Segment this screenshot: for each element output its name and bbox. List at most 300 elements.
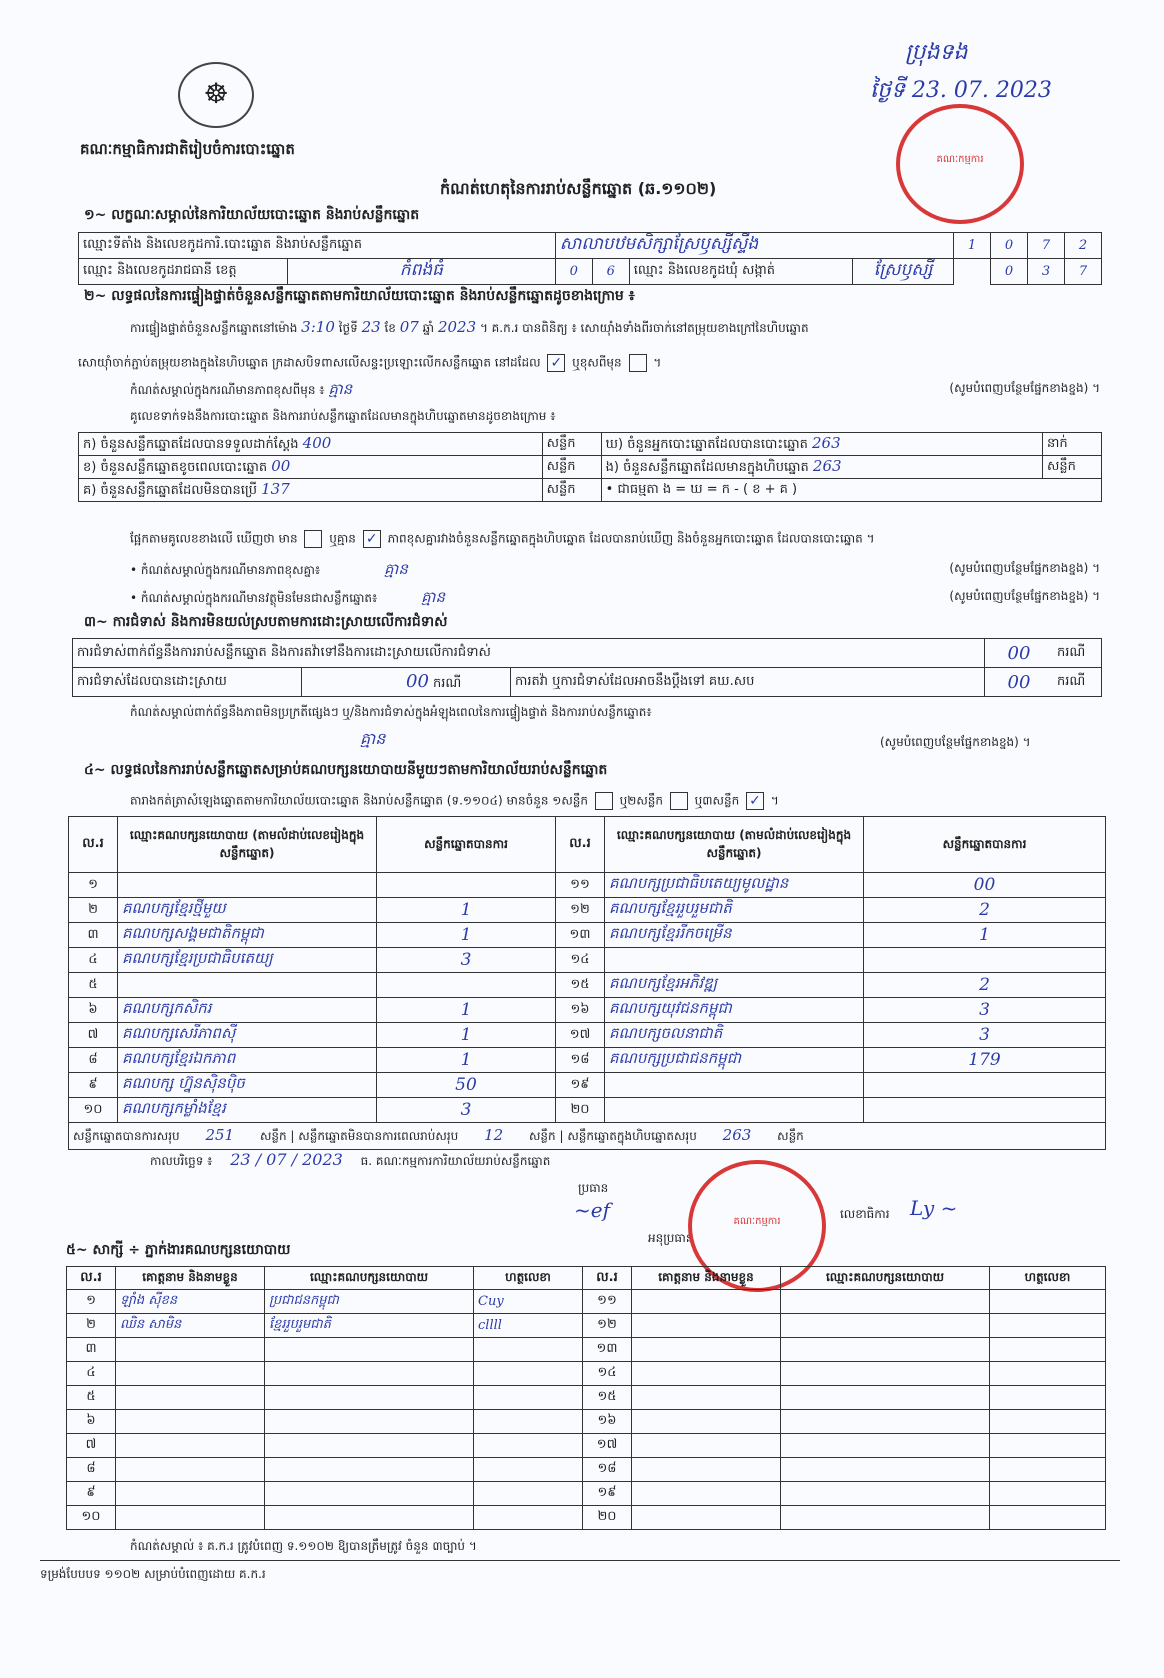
sum-box-label: សន្លឹកឆ្នោតក្នុងហិបឆ្នោតសរុប [567, 1129, 697, 1143]
witness-party [265, 1386, 474, 1410]
stamp-text-bottom: គណៈកម្មការ [733, 1216, 781, 1227]
witness-party [265, 1434, 474, 1458]
witness-no: ៧ [67, 1434, 116, 1458]
right-party-votes: 3 [864, 998, 1106, 1023]
witness-no-right: ១៦ [583, 1410, 632, 1434]
left-party-no: ២ [69, 898, 118, 923]
day-label: ថ្ងៃទី [338, 321, 358, 335]
witness-name-right [632, 1290, 781, 1314]
table-row [69, 923, 1106, 948]
witness-signature: cllll [474, 1314, 583, 1338]
note3-suffix: (សូមបំពេញបន្ថែមផ្នែកខាងខ្នង) ។ [949, 589, 1100, 603]
witness-party [265, 1458, 474, 1482]
left-party-no: ៧ [69, 1023, 118, 1048]
table-row [69, 973, 1106, 998]
seal-text: សោយ៉ាំចាក់ភ្ជាប់តម្រុយខាងក្នុងនៃហិបឆ្នោត ក្រដាសបិទពាសលើសន្ទះប្រឡោះលើកសន្លឹកឆ្នោត នៅដដែល [78, 355, 541, 370]
witness-signature [474, 1362, 583, 1386]
difference-text-a: ផ្អែកតាមគូលេខខាងលើ ឃើញថា មាន [130, 531, 298, 546]
witness-no: ១ [67, 1290, 116, 1314]
objections-value: 00 [985, 639, 1054, 668]
right-party-party: គណបក្សចលនាជាតិ [605, 1023, 864, 1048]
witness-signature [474, 1386, 583, 1410]
right-party-no: ១៨ [556, 1048, 605, 1073]
witness-name [116, 1458, 265, 1482]
province-value: កំពង់ធំ [288, 259, 556, 285]
table-row [67, 1362, 1106, 1386]
right-party-votes: 1 [864, 923, 1106, 948]
witness-name: ឡាំង ស៊ីខន [116, 1290, 265, 1314]
count-b-value: 00 [271, 456, 291, 475]
col-party-left: ឈ្មោះគណបក្សនយោបាយ (តាមលំដាប់លេខរៀងក្នុងសន្លឹកឆ្នោត) [118, 817, 377, 873]
witness-no-right: ១៣ [583, 1338, 632, 1362]
witness-signature-right [990, 1338, 1106, 1362]
stamp-text: គណៈកម្មការ [936, 154, 984, 165]
right-party-no: ២០ [556, 1098, 605, 1123]
commune-code-3: 7 [1065, 259, 1102, 285]
left-party-party: គណបក្ស ហ្វ៊ុនស៊ិនប៉ិច [118, 1073, 377, 1098]
right-party-votes: 00 [864, 873, 1106, 898]
note3-value: គ្មាន [421, 588, 445, 606]
totals-cell: សន្លឹកឆ្នោតបានការសរុប 251 សន្លឹក | សន្លឹកឆ្នោតមិនបានការពេលរាប់សរុប 12 សន្លឹក | សន្លឹកឆ្នោតក្នុងហិបឆ្នោតសរុប 263 សន្លឹក [69, 1123, 1106, 1150]
table-row [69, 898, 1106, 923]
year-label: ឆ្នាំ [422, 321, 435, 335]
witness-name-right [632, 1434, 781, 1458]
witness-party-right [781, 1290, 990, 1314]
witness-signature [474, 1434, 583, 1458]
witness-name-right [632, 1338, 781, 1362]
formula: • ជាធម្មតា ង = ឃ = ក - ( ខ + គ ) [601, 479, 1101, 502]
has-difference-checkbox[interactable] [304, 530, 322, 548]
sum-invalid-unit: សន្លឹក [529, 1129, 556, 1143]
section4-title: ៤~ លទ្ធផលនៃការរាប់សន្លឹកឆ្នោតសម្រាប់គណបក្សនយោបាយនីមួយៗតាមការិយាល័យរាប់សន្លឹកឆ្នោត [84, 762, 608, 778]
section3-title: ៣~ ការជំទាស់ និងការមិនយល់ស្របតាមការដោះស្រាយលើការជំទាស់ [84, 614, 448, 630]
table-row [67, 1314, 1106, 1338]
verify-text-b: ។ គ.ក.រ បានពិនិត្យ ៖ សោយ៉ាំងទាំងពីរចាក់នៅតម្រុយខាងក្រៅនៃហិបឆ្នោត [479, 321, 809, 335]
witness-no-right: ១៩ [583, 1482, 632, 1506]
right-party-votes [864, 1073, 1106, 1098]
left-party-votes: 1 [377, 1023, 556, 1048]
witness-name-right [632, 1386, 781, 1410]
left-party-no: ៦ [69, 998, 118, 1023]
witness-party-right [781, 1410, 990, 1434]
province-label: ឈ្មោះ និងលេខកូដរាជធានី ខេត្ត [79, 259, 288, 285]
witness-signature-right [990, 1314, 1106, 1338]
right-party-no: ១៦ [556, 998, 605, 1023]
witness-no-right: ១៤ [583, 1362, 632, 1386]
sheet-count-text: តារាងកត់ត្រាសំឡេងឆ្នោតតាមការិយាល័យបោះឆ្នោត និងរាប់សន្លឹកឆ្នោត (ទ.១១០៤) មានចំនួន ១សន្លឹក [130, 793, 588, 808]
witness-signature [474, 1338, 583, 1362]
left-party-party: គណបក្សសង្គមជាតិកម្ពុជា [118, 923, 377, 948]
difference-line [130, 530, 1100, 549]
left-party-votes: 3 [377, 1098, 556, 1123]
count-a-unit: សន្លឹក [542, 433, 601, 456]
count-d-unit: នាក់ [1043, 433, 1102, 456]
verify-time-label: ការផ្ទៀងផ្ទាត់ចំនួនសន្លឹកឆ្នោតនៅម៉ោង [130, 321, 298, 335]
sum-invalid: 12 [484, 1126, 504, 1144]
witness-no: ៦ [67, 1410, 116, 1434]
table-row [69, 1098, 1106, 1123]
witness-no-right: ២០ [583, 1506, 632, 1530]
province-code-2: 6 [592, 259, 629, 285]
section5-title: ៥~ សាក្សី ÷ ភ្នាក់ងារគណបក្សនយោបាយ [66, 1242, 291, 1258]
witness-name [116, 1482, 265, 1506]
witness-name-right [632, 1506, 781, 1530]
objections-table [72, 638, 1102, 697]
witness-name [116, 1386, 265, 1410]
right-party-no: ១៤ [556, 948, 605, 973]
secretary-label: លេខាធិការ [840, 1207, 890, 1221]
table-row [69, 948, 1106, 973]
count-c-label: គ) ចំនួនសន្លឹកឆ្នោតដែលមិនបានប្រើ 137 [79, 479, 543, 502]
section2-title: ២~ លទ្ធផលនៃការផ្ទៀងផ្ទាត់ចំនួនសន្លឹកឆ្នោតតាមការិយាល័យបោះឆ្នោត និងរាប់សន្លឹកឆ្នោតដូចខាងក្រោម ៖ [84, 288, 635, 304]
left-party-votes: 1 [377, 898, 556, 923]
witness-name: ឈិន សាមិន [116, 1314, 265, 1338]
table-row [67, 1434, 1106, 1458]
changed-label: ឬខុសពីមុន [572, 355, 622, 370]
table-row [67, 1458, 1106, 1482]
right-party-votes: 2 [864, 973, 1106, 998]
witness-col-sign-right: ហត្ថលេខា [990, 1267, 1106, 1290]
witness-no: ៥ [67, 1386, 116, 1410]
table-row [67, 1410, 1106, 1434]
left-party-votes: 50 [377, 1073, 556, 1098]
right-party-party: គណបក្សខ្មែររីកចម្រើន [605, 923, 864, 948]
note1-suffix: (សូមបំពេញបន្ថែមផ្នែកខាងខ្នង) ។ [949, 381, 1100, 395]
location-code-1: 1 [954, 233, 991, 259]
col-no-right: ល.រ [556, 817, 605, 873]
left-party-no: ១០ [69, 1098, 118, 1123]
witness-signature-right [990, 1458, 1106, 1482]
right-party-no: ១៣ [556, 923, 605, 948]
witness-col-party-right: ឈ្មោះគណបក្សនយោបាយ [781, 1267, 990, 1290]
left-party-no: ៨ [69, 1048, 118, 1073]
left-party-party: គណបក្សខ្មែរឯកភាព [118, 1048, 377, 1073]
sum-invalid-label: សន្លឹកឆ្នោតមិនបានការពេលរាប់សរុប [298, 1129, 459, 1143]
sum-box: 263 [722, 1126, 752, 1144]
left-party-party: គណបក្សកម្លាំងខ្មែរ [118, 1098, 377, 1123]
results-table [68, 816, 1106, 1150]
witness-signature [474, 1482, 583, 1506]
resolved-unit: ករណី [433, 675, 462, 691]
counts-intro: គូលេខទាក់ទងនឹងការបោះឆ្នោត និងការរាប់សន្លឹកឆ្នោតដែលមានក្នុងហិបឆ្នោតមានដូចខាងក្រោម ៖ [130, 409, 556, 423]
resolved-label: ការជំទាស់ដែលបានដោះស្រាយ [73, 668, 302, 697]
table-row [69, 873, 1106, 898]
witness-col-party-left: ឈ្មោះគណបក្សនយោបាយ [265, 1267, 474, 1290]
same-checkbox[interactable]: ✓ [547, 354, 565, 372]
witness-col-name-left: គោត្តនាម និងនាមខ្លួន [116, 1267, 265, 1290]
right-party-party: គណបក្សប្រជាជនកម្ពុជា [605, 1048, 864, 1073]
count-d-label: ឃ) ចំនួនអ្នកបោះឆ្នោតដែលបានបោះឆ្នោត 263 [601, 433, 1042, 456]
witness-no-right: ១៧ [583, 1434, 632, 1458]
witness-signature-right [990, 1386, 1106, 1410]
left-party-no: ១ [69, 873, 118, 898]
col-votes-right: សន្លឹកឆ្នោតបានការ [864, 817, 1106, 873]
table-row [69, 1023, 1106, 1048]
right-party-no: ១៧ [556, 1023, 605, 1048]
right-party-no: ១១ [556, 873, 605, 898]
form-title: កំណត់ហេតុនៃការរាប់សន្លឹកឆ្នោត (ឆ.១១០២) [440, 179, 717, 198]
note3-label: • កំណត់សម្គាល់ក្នុងករណីមានវត្ថុមិនមែនជាសន្លឹកឆ្នោត៖ [130, 591, 378, 605]
witness-col-sign-left: ហត្ថលេខា [474, 1267, 583, 1290]
count-c-value: 137 [261, 479, 290, 498]
witness-party: ខ្មែររួបរួមជាតិ [265, 1314, 474, 1338]
right-party-votes: 3 [864, 1023, 1106, 1048]
date-label: កាលបរិច្ឆេទ ៖ [150, 1154, 213, 1168]
col-votes-left: សន្លឹកឆ្នោតបានការ [377, 817, 556, 873]
location-code-3: 7 [1028, 233, 1065, 259]
irregularity-note-suffix: (សូមបំពេញបន្ថែមផ្នែកខាងខ្នង) ។ [880, 735, 1031, 749]
col-party-right: ឈ្មោះគណបក្សនយោបាយ (តាមលំដាប់លេខរៀងក្នុងសន្លឹកឆ្នោត) [605, 817, 864, 873]
witness-name-right [632, 1482, 781, 1506]
no-difference-label: ឬគ្មាន [329, 531, 356, 546]
table-row [67, 1386, 1106, 1410]
commune-code-2: 3 [1028, 259, 1065, 285]
note1-label: កំណត់សម្គាល់ក្នុងករណីមានភាពខុសពីមុន ៖ [130, 383, 325, 397]
witness-signature [474, 1506, 583, 1530]
committee-label: ធ. គណៈកម្មការការិយាល័យរាប់សន្លឹកឆ្នោត [360, 1154, 551, 1168]
witness-name [116, 1338, 265, 1362]
left-party-votes: 3 [377, 948, 556, 973]
witness-no: ៣ [67, 1338, 116, 1362]
table-row [67, 1506, 1106, 1530]
witness-signature-right [990, 1410, 1106, 1434]
table-row [69, 1073, 1106, 1098]
location-label: ឈ្មោះទីតាំង និងលេខកូដការិ.បោះឆ្នោត និងរាប់សន្លឹកឆ្នោត [79, 233, 556, 259]
section1-table [78, 232, 1102, 285]
top-date: ថ្ងៃទី 23. 07. 2023 [870, 78, 1052, 103]
two-sheets-checkbox[interactable] [670, 792, 688, 810]
left-party-party [118, 873, 377, 898]
right-party-votes [864, 1098, 1106, 1123]
verify-year: 2023 [437, 318, 477, 336]
witness-signature-right [990, 1434, 1106, 1458]
appeal-label: ការតវ៉ា ឬការជំទាស់ដែលអាចនឹងប្តឹងទៅ គឃ.សប [511, 668, 985, 697]
difference-text-b: ភាពខុសគ្នារវាងចំនួនសន្លឹកឆ្នោតក្នុងហិបឆ្នោត ដែលបានរាប់ឃើញ និងចំនួនអ្នកបោះឆ្នោត ដែលបានបោះឆ្នោត ។ [387, 531, 875, 546]
witness-party-right [781, 1338, 990, 1362]
witness-signature [474, 1410, 583, 1434]
two-sheets-label: ឬ២សន្លឹក [619, 793, 664, 808]
changed-checkbox[interactable] [629, 354, 647, 372]
totals-row [69, 1123, 1106, 1150]
note2-line [130, 560, 1100, 582]
count-e-value: 263 [812, 456, 842, 475]
appeal-unit: ករណី [1053, 668, 1102, 697]
witness-party-right [781, 1434, 990, 1458]
location-value: សាលាបឋមសិក្សាស្រែឫស្សីស្ទឹង [555, 233, 953, 259]
witness-col-no-left: ល.រ [67, 1267, 116, 1290]
witness-no-right: ១៥ [583, 1386, 632, 1410]
witness-name-right [632, 1314, 781, 1338]
right-party-no: ១២ [556, 898, 605, 923]
nec-logo: ☸ [178, 62, 254, 128]
left-party-party [118, 973, 377, 998]
right-party-party [605, 1098, 864, 1123]
witness-name-right [632, 1410, 781, 1434]
witness-party: ប្រជាជនកម្ពុជា [265, 1290, 474, 1314]
left-party-votes: 1 [377, 1048, 556, 1073]
empty-cell [954, 259, 991, 285]
seal-paragraph: សោយ៉ាំចាក់ភ្ជាប់តម្រុយខាងក្នុងនៃហិបឆ្នោត ក្រដាសបិទពាសលើសន្ទះប្រឡោះលើកសន្លឹកឆ្នោត នៅដដែល ✓ ឬខុសពីមុន ។ [78, 355, 662, 371]
note2-value: គ្មាន [384, 560, 408, 578]
col-no-left: ល.រ [69, 817, 118, 873]
member-label: អនុប្រធាន [648, 1231, 694, 1245]
count-e-unit: សន្លឹក [1043, 456, 1102, 479]
note3-line [130, 588, 1100, 610]
witness-no: ១០ [67, 1506, 116, 1530]
witness-name-right [632, 1458, 781, 1482]
witness-party-right [781, 1314, 990, 1338]
right-party-no: ១៩ [556, 1073, 605, 1098]
counts-table [78, 432, 1102, 502]
right-party-no: ១៥ [556, 973, 605, 998]
location-code-4: 2 [1065, 233, 1102, 259]
commune-label: ឈ្មោះ និងលេខកូដឃុំ សង្កាត់ [629, 259, 853, 285]
left-party-votes [377, 973, 556, 998]
province-code-1: 0 [555, 259, 592, 285]
witness-col-name-right: គោត្តនាម និងនាមខ្លួន [632, 1267, 781, 1290]
committee-name: គណៈកម្មាធិការជាតិរៀបចំការបោះឆ្នោត [80, 140, 295, 158]
commune-code-1: 0 [991, 259, 1028, 285]
right-party-party [605, 1073, 864, 1098]
count-b-label: ខ) ចំនួនសន្លឹកឆ្នោតខូចពេលបោះឆ្នោត 00 [79, 456, 543, 479]
note1-value: គ្មាន [328, 380, 353, 398]
footnote: កំណត់សម្គាល់ ៖ គ.ក.រ ត្រូវបំពេញ ទ.១១០២ ឱ្យបានត្រឹមត្រូវ ចំនួន ៣ច្បាប់ ។ [130, 1539, 477, 1553]
witness-signature: Cuy [474, 1290, 583, 1314]
right-party-votes [864, 948, 1106, 973]
date-value: 23 / 07 / 2023 [230, 1150, 343, 1169]
count-d-value: 263 [811, 433, 841, 452]
counts-row [79, 479, 1102, 502]
three-sheets-checkbox[interactable]: ✓ [746, 792, 764, 810]
count-e-label: ង) ចំនួនសន្លឹកឆ្នោតដែលមានក្នុងហិបឆ្នោត 263 [601, 456, 1042, 479]
witness-party-right [781, 1506, 990, 1530]
witness-no: ២ [67, 1314, 116, 1338]
table-row [67, 1290, 1106, 1314]
counts-row [79, 456, 1102, 479]
witness-table [66, 1266, 1106, 1530]
left-party-no: ៥ [69, 973, 118, 998]
witness-signature [474, 1458, 583, 1482]
table-row [67, 1338, 1106, 1362]
left-party-party: គណបក្សខ្មែរប្រជាធិបតេយ្យ [118, 948, 377, 973]
left-party-party: គណបក្សសេរីភាពស៊ី [118, 1023, 377, 1048]
left-party-votes: 1 [377, 998, 556, 1023]
count-c-unit: សន្លឹក [542, 479, 601, 502]
top-note: ប្រុងទង [905, 40, 968, 65]
count-a-value: 400 [302, 433, 332, 452]
right-party-party: គណបក្សយុវជនកម្ពុជា [605, 998, 864, 1023]
location-code-2: 0 [991, 233, 1028, 259]
appeal-value: 00 [985, 668, 1054, 697]
verification-paragraph [130, 318, 1100, 338]
left-party-votes: 1 [377, 923, 556, 948]
verify-month: 07 [399, 318, 419, 336]
resolved-cell [302, 668, 511, 697]
witness-party-right [781, 1386, 990, 1410]
witness-party-right [781, 1458, 990, 1482]
chair-label: ប្រធាន [578, 1181, 609, 1195]
left-party-party: គណបក្សកសិករ [118, 998, 377, 1023]
verify-time: 3:10 [301, 318, 335, 336]
witness-signature-right [990, 1362, 1106, 1386]
one-sheet-checkbox[interactable] [595, 792, 613, 810]
irregularity-note-value: គ្មាន [360, 729, 386, 748]
witness-party-right [781, 1482, 990, 1506]
witness-party [265, 1410, 474, 1434]
section1-title: ១~ លក្ខណៈសម្គាល់នៃការិយាល័យបោះឆ្នោត និងរាប់សន្លឹកឆ្នោត [84, 207, 420, 223]
objections-label: ការជំទាស់ពាក់ព័ន្ធនឹងការរាប់សន្លឹកឆ្នោត និងការតវ៉ាទៅនឹងការដោះស្រាយលើការជំទាស់ [73, 639, 985, 668]
note1-line [130, 380, 1100, 402]
left-party-no: ៤ [69, 948, 118, 973]
witness-name [116, 1434, 265, 1458]
count-b-unit: សន្លឹក [542, 456, 601, 479]
witness-name [116, 1362, 265, 1386]
objections-unit: ករណី [1053, 639, 1102, 668]
count-a-label: ក) ចំនួនសន្លឹកឆ្នោតដែលបានទទួលដាក់ស្តែង 400 [79, 433, 543, 456]
secretary-signature: Ly ~ [910, 1196, 958, 1220]
witness-no-right: ១២ [583, 1314, 632, 1338]
table-row [67, 1482, 1106, 1506]
witness-name-right [632, 1362, 781, 1386]
three-sheets-label: ឬ៣សន្លឹក [694, 793, 740, 808]
witness-no: ៩ [67, 1482, 116, 1506]
date-line [150, 1150, 550, 1171]
sum-valid: 251 [205, 1126, 235, 1144]
witness-col-no-right: ល.រ [583, 1267, 632, 1290]
witness-party [265, 1338, 474, 1362]
witness-signature-right [990, 1482, 1106, 1506]
chair-signature: ~ef [574, 1198, 610, 1222]
witness-name [116, 1506, 265, 1530]
table-row [69, 998, 1106, 1023]
witness-party [265, 1362, 474, 1386]
footer-divider [40, 1560, 1120, 1561]
form-footer: ទម្រង់បែបបទ ១១០២ សម្រាប់បំពេញដោយ គ.ក.រ [40, 1567, 266, 1581]
witness-party [265, 1482, 474, 1506]
left-party-votes [377, 873, 556, 898]
official-stamp-top [896, 104, 1024, 224]
month-label: ខែ [384, 321, 396, 335]
note2-label: • កំណត់សម្គាល់ក្នុងករណីមានភាពខុសគ្នា៖ [130, 563, 321, 577]
right-party-votes: 179 [864, 1048, 1106, 1073]
note2-suffix: (សូមបំពេញបន្ថែមផ្នែកខាងខ្នង) ។ [949, 561, 1100, 575]
table-row [69, 1048, 1106, 1073]
sum-box-unit: សន្លឹក [777, 1129, 804, 1143]
witness-signature-right [990, 1290, 1106, 1314]
witness-no: ៤ [67, 1362, 116, 1386]
resolved-value: 00 [406, 670, 429, 692]
right-party-party [605, 948, 864, 973]
verify-day: 23 [361, 318, 381, 336]
witness-name [116, 1410, 265, 1434]
commune-value: ស្រែឫស្សី [853, 259, 954, 285]
right-party-party: គណបក្សខ្មែរអភិវឌ្ឍ [605, 973, 864, 998]
witness-signature-right [990, 1506, 1106, 1530]
witness-no-right: ១១ [583, 1290, 632, 1314]
irregularity-note-label: កំណត់សម្គាល់ពាក់ព័ន្ធនឹងភាពមិនប្រក្រតីផ្សេងៗ ឬ/និងការជំទាស់ក្នុងអំឡុងពេលនៃការផ្ទៀងផ្ទាត់ និងការរាប់សន្លឹកឆ្នោត៖ [130, 705, 652, 719]
witness-no-right: ១៨ [583, 1458, 632, 1482]
right-party-votes: 2 [864, 898, 1106, 923]
witness-party-right [781, 1362, 990, 1386]
left-party-no: ៣ [69, 923, 118, 948]
left-party-no: ៩ [69, 1073, 118, 1098]
counts-row [79, 433, 1102, 456]
right-party-party: គណបក្សខ្មែររួបរួមជាតិ [605, 898, 864, 923]
sheet-count-line: តារាងកត់ត្រាសំឡេងឆ្នោតតាមការិយាល័យបោះឆ្នោត និងរាប់សន្លឹកឆ្នោត (ទ.១១០៤) មានចំនួន ១សន្លឹក ឬ២សន្លឹក ឬ៣សន្លឹក ✓ ។ [130, 793, 779, 809]
right-party-party: គណបក្សប្រជាធិបតេយ្យមូលដ្ឋាន [605, 873, 864, 898]
no-difference-checkbox[interactable]: ✓ [363, 530, 381, 548]
sum-valid-unit: សន្លឹក [259, 1129, 287, 1143]
